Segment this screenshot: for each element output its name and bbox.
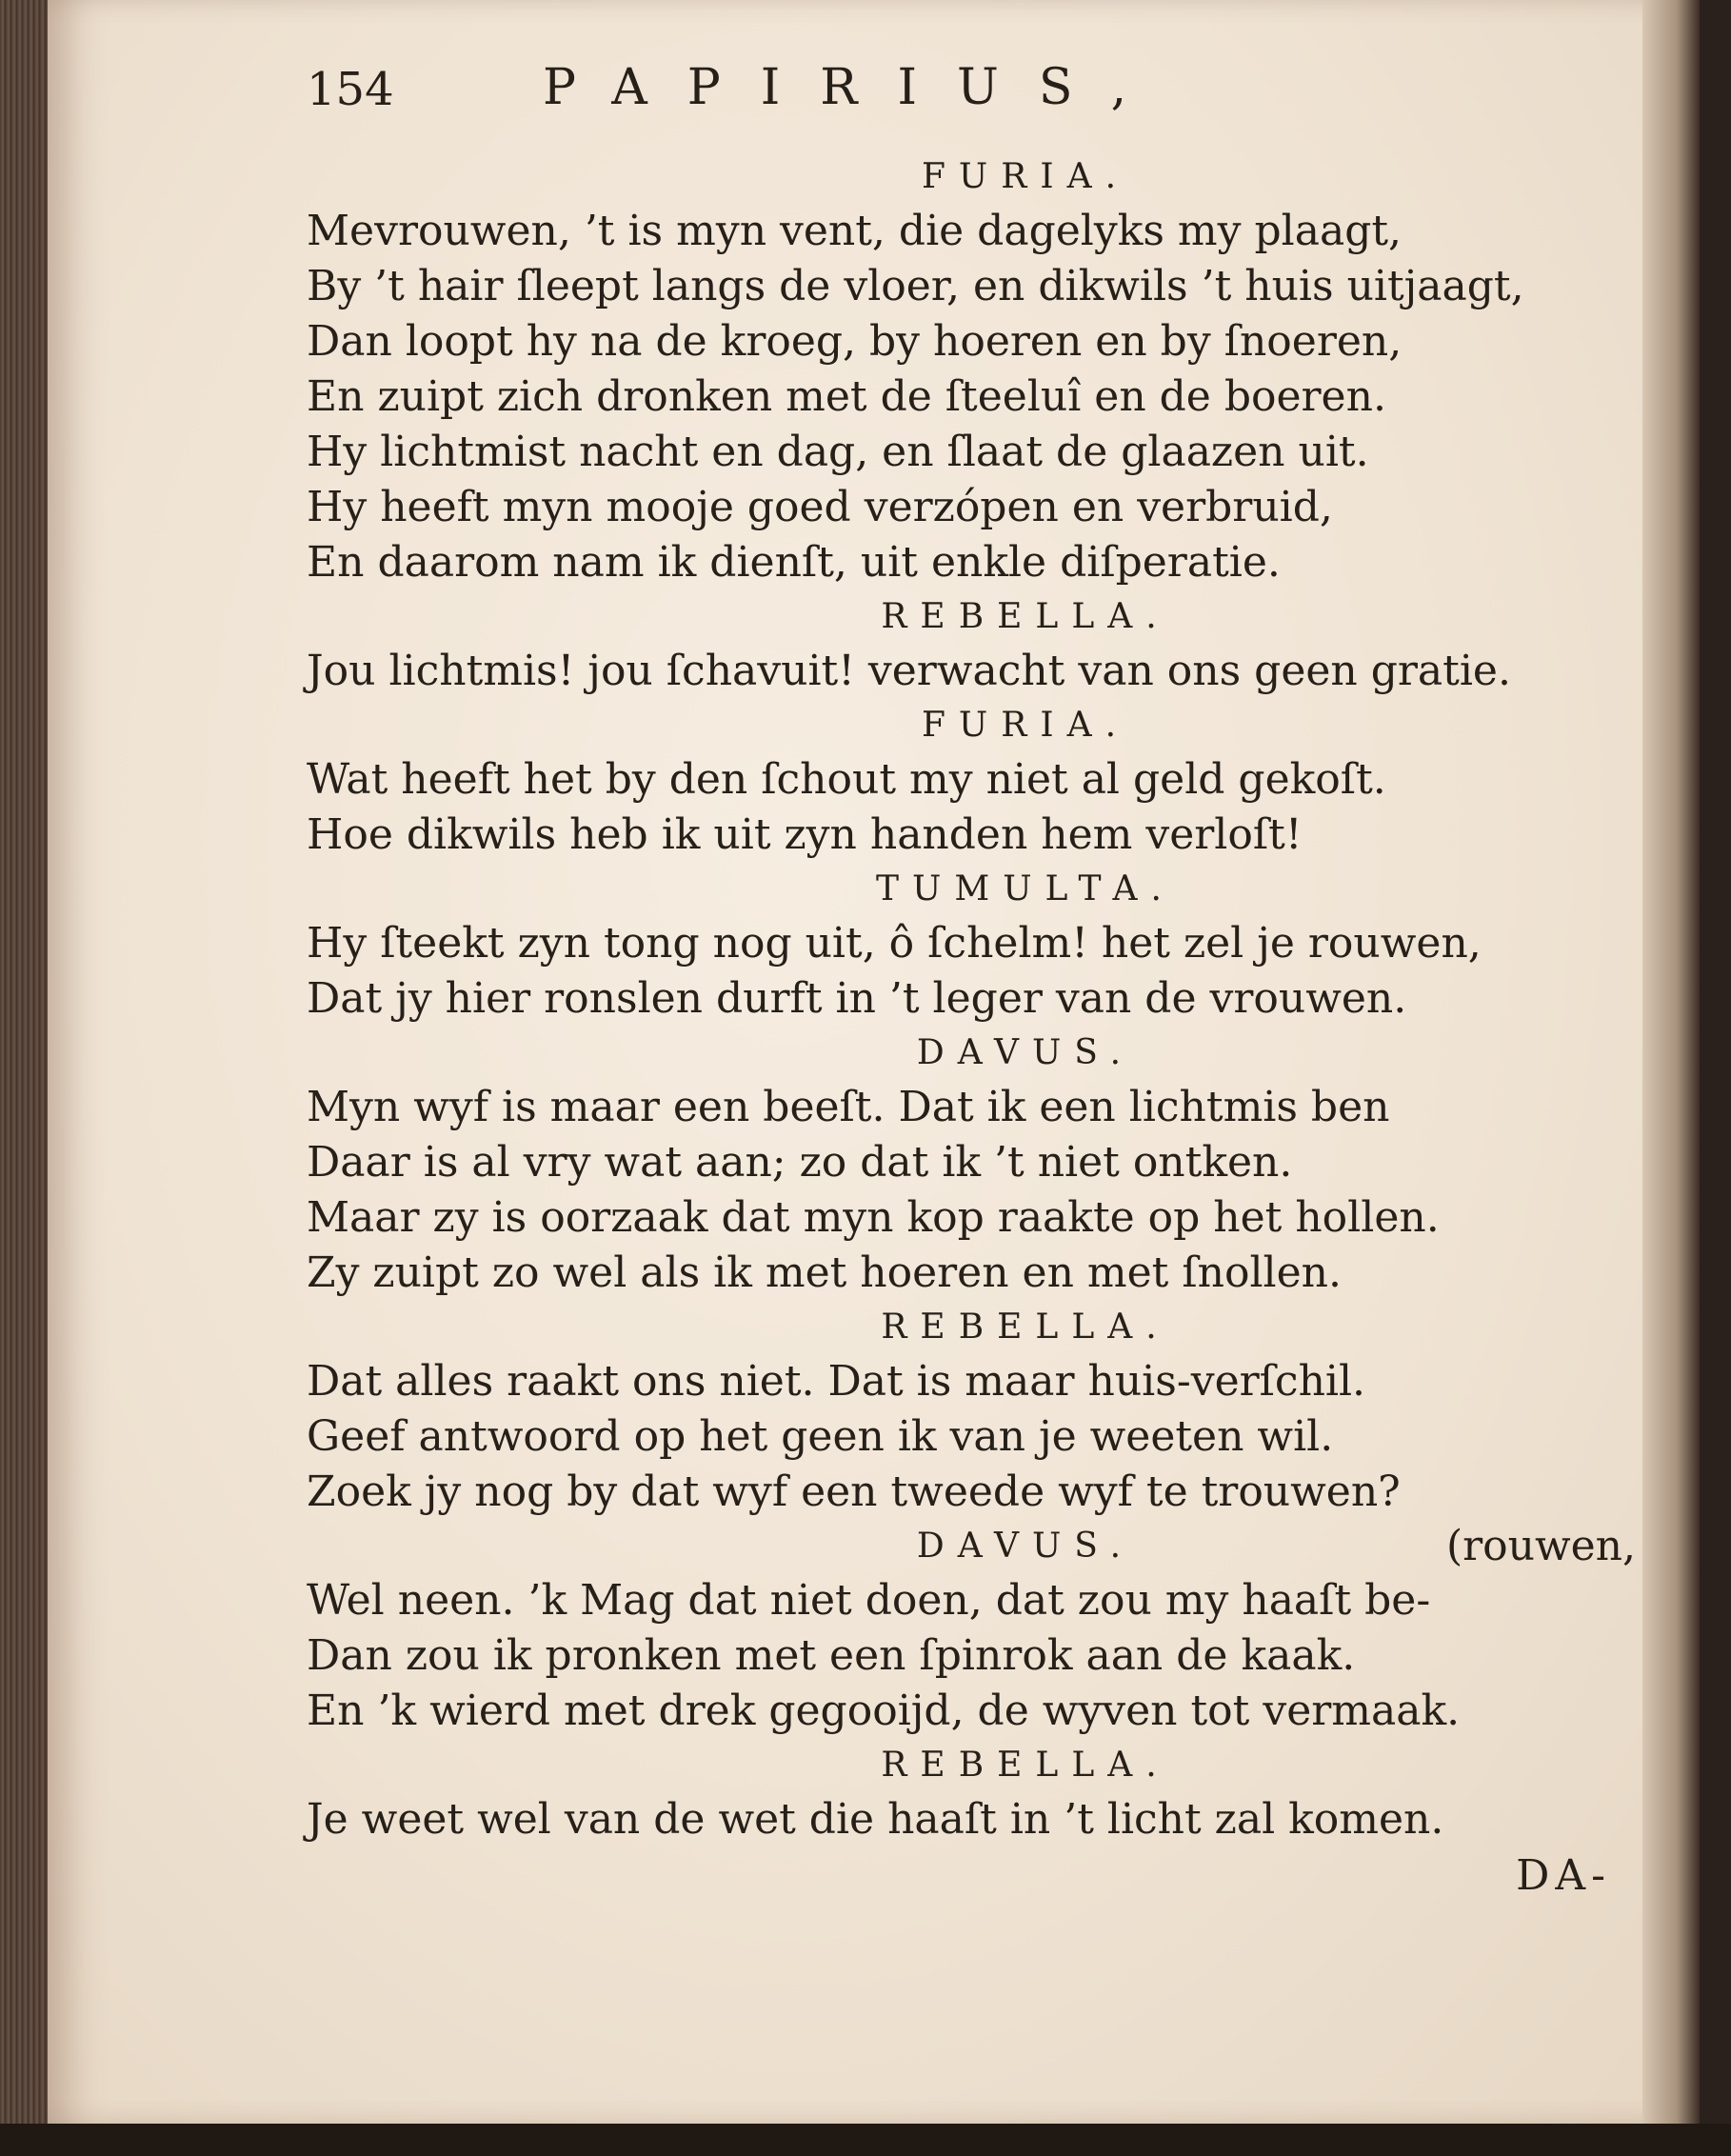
- catchword: DA-: [1516, 1851, 1611, 1900]
- verse-line: Je weet wel van de wet die haaſt in ’t licht zal komen.: [307, 1795, 1444, 1844]
- verse-line: En ’k wierd met drek gegooijd, de wyven tot vermaak.: [307, 1687, 1461, 1735]
- page-text: [307, 55, 1636, 1905]
- verse-line: Maar zy is oorzaak dat myn kop raakte op het hollen.: [307, 1193, 1440, 1242]
- turned-up-line-ending: (rouwen,: [1445, 1522, 1636, 1570]
- verse-line: Dat alles raakt ons niet. Dat is maar huis-verſchil.: [307, 1357, 1366, 1406]
- speaker-heading: FURIA.: [921, 157, 1130, 196]
- verse-line: Daar is al vry wat aan; zo dat ik ’t niet ontken.: [307, 1138, 1293, 1187]
- verse-line: Myn wyf is maar een beeſt. Dat ik een lichtmis ben: [307, 1083, 1390, 1131]
- verse-line: Dan loopt hy na de kroeg, by hoeren en by ſnoeren,: [307, 317, 1403, 366]
- page-stack-edge: [0, 0, 48, 2156]
- speaker-heading: DAVUS.: [916, 1033, 1135, 1072]
- speaker-heading: DAVUS.: [916, 1527, 1135, 1566]
- speaker-heading: REBELLA.: [881, 1308, 1170, 1347]
- verse-line: Geef antwoord op het geen ik van je weeten wil.: [307, 1412, 1334, 1461]
- speaker-heading-row: [307, 1520, 1636, 1573]
- verse-line: Dat jy hier ronslen durft in ’t leger van de vrouwen.: [307, 974, 1407, 1023]
- verse-line: Wat heeft het by den ſchout my niet al geld gekoſt.: [307, 755, 1386, 804]
- verse-line: Jou lichtmis! jou ſchavuit! verwacht van ons geen gratie.: [307, 647, 1511, 695]
- speaker-heading: FURIA.: [921, 706, 1130, 745]
- verse-line: Mevrouwen, ’t is myn vent, die dagelyks my plaagt,: [307, 207, 1403, 255]
- scan-bottom-edge: [0, 2124, 1731, 2156]
- verse-line: En zuipt zich dronken met de ſteeluî en de boeren.: [307, 372, 1386, 421]
- verse-line: En daarom nam ik dienſt, uit enkle diſperatie.: [307, 538, 1281, 587]
- verse-line: Wel neen. ’k Mag dat niet doen, dat zou my haaſt be-: [307, 1576, 1431, 1625]
- verse-line: Hy heeft myn mooje goed verzópen en verbruid,: [307, 483, 1333, 531]
- verse-line: Zy zuipt zo wel als ik met hoeren en met ſnollen.: [307, 1248, 1342, 1297]
- verse-line: Hy ſteekt zyn tong nog uit, ô ſchelm! het zel je rouwen,: [307, 919, 1482, 968]
- verse-line: Dan zou ik pronken met een ſpinrok aan de kaak.: [307, 1631, 1356, 1680]
- running-title: PAPIRIUS,: [543, 59, 1167, 116]
- book-gutter-shadow: [1642, 0, 1700, 2124]
- verse-line: Hy lichtmist nacht en dag, en ſlaat de glaazen uit.: [307, 428, 1369, 476]
- verse-line: Hoe dikwils heb ik uit zyn handen hem verloſt!: [307, 810, 1303, 859]
- verse-line: Zoek jy nog by dat wyf een tweede wyf te trouwen?: [307, 1467, 1401, 1516]
- speaker-heading: REBELLA.: [881, 1746, 1170, 1785]
- page-header: [307, 55, 1621, 150]
- speaker-heading: TUMULTA.: [875, 869, 1175, 908]
- speaker-heading: REBELLA.: [881, 597, 1170, 636]
- verse-line: By ’t hair ſleept langs de vloer, en dikwils ’t huis uitjaagt,: [307, 262, 1524, 310]
- page-number: 154: [307, 63, 394, 116]
